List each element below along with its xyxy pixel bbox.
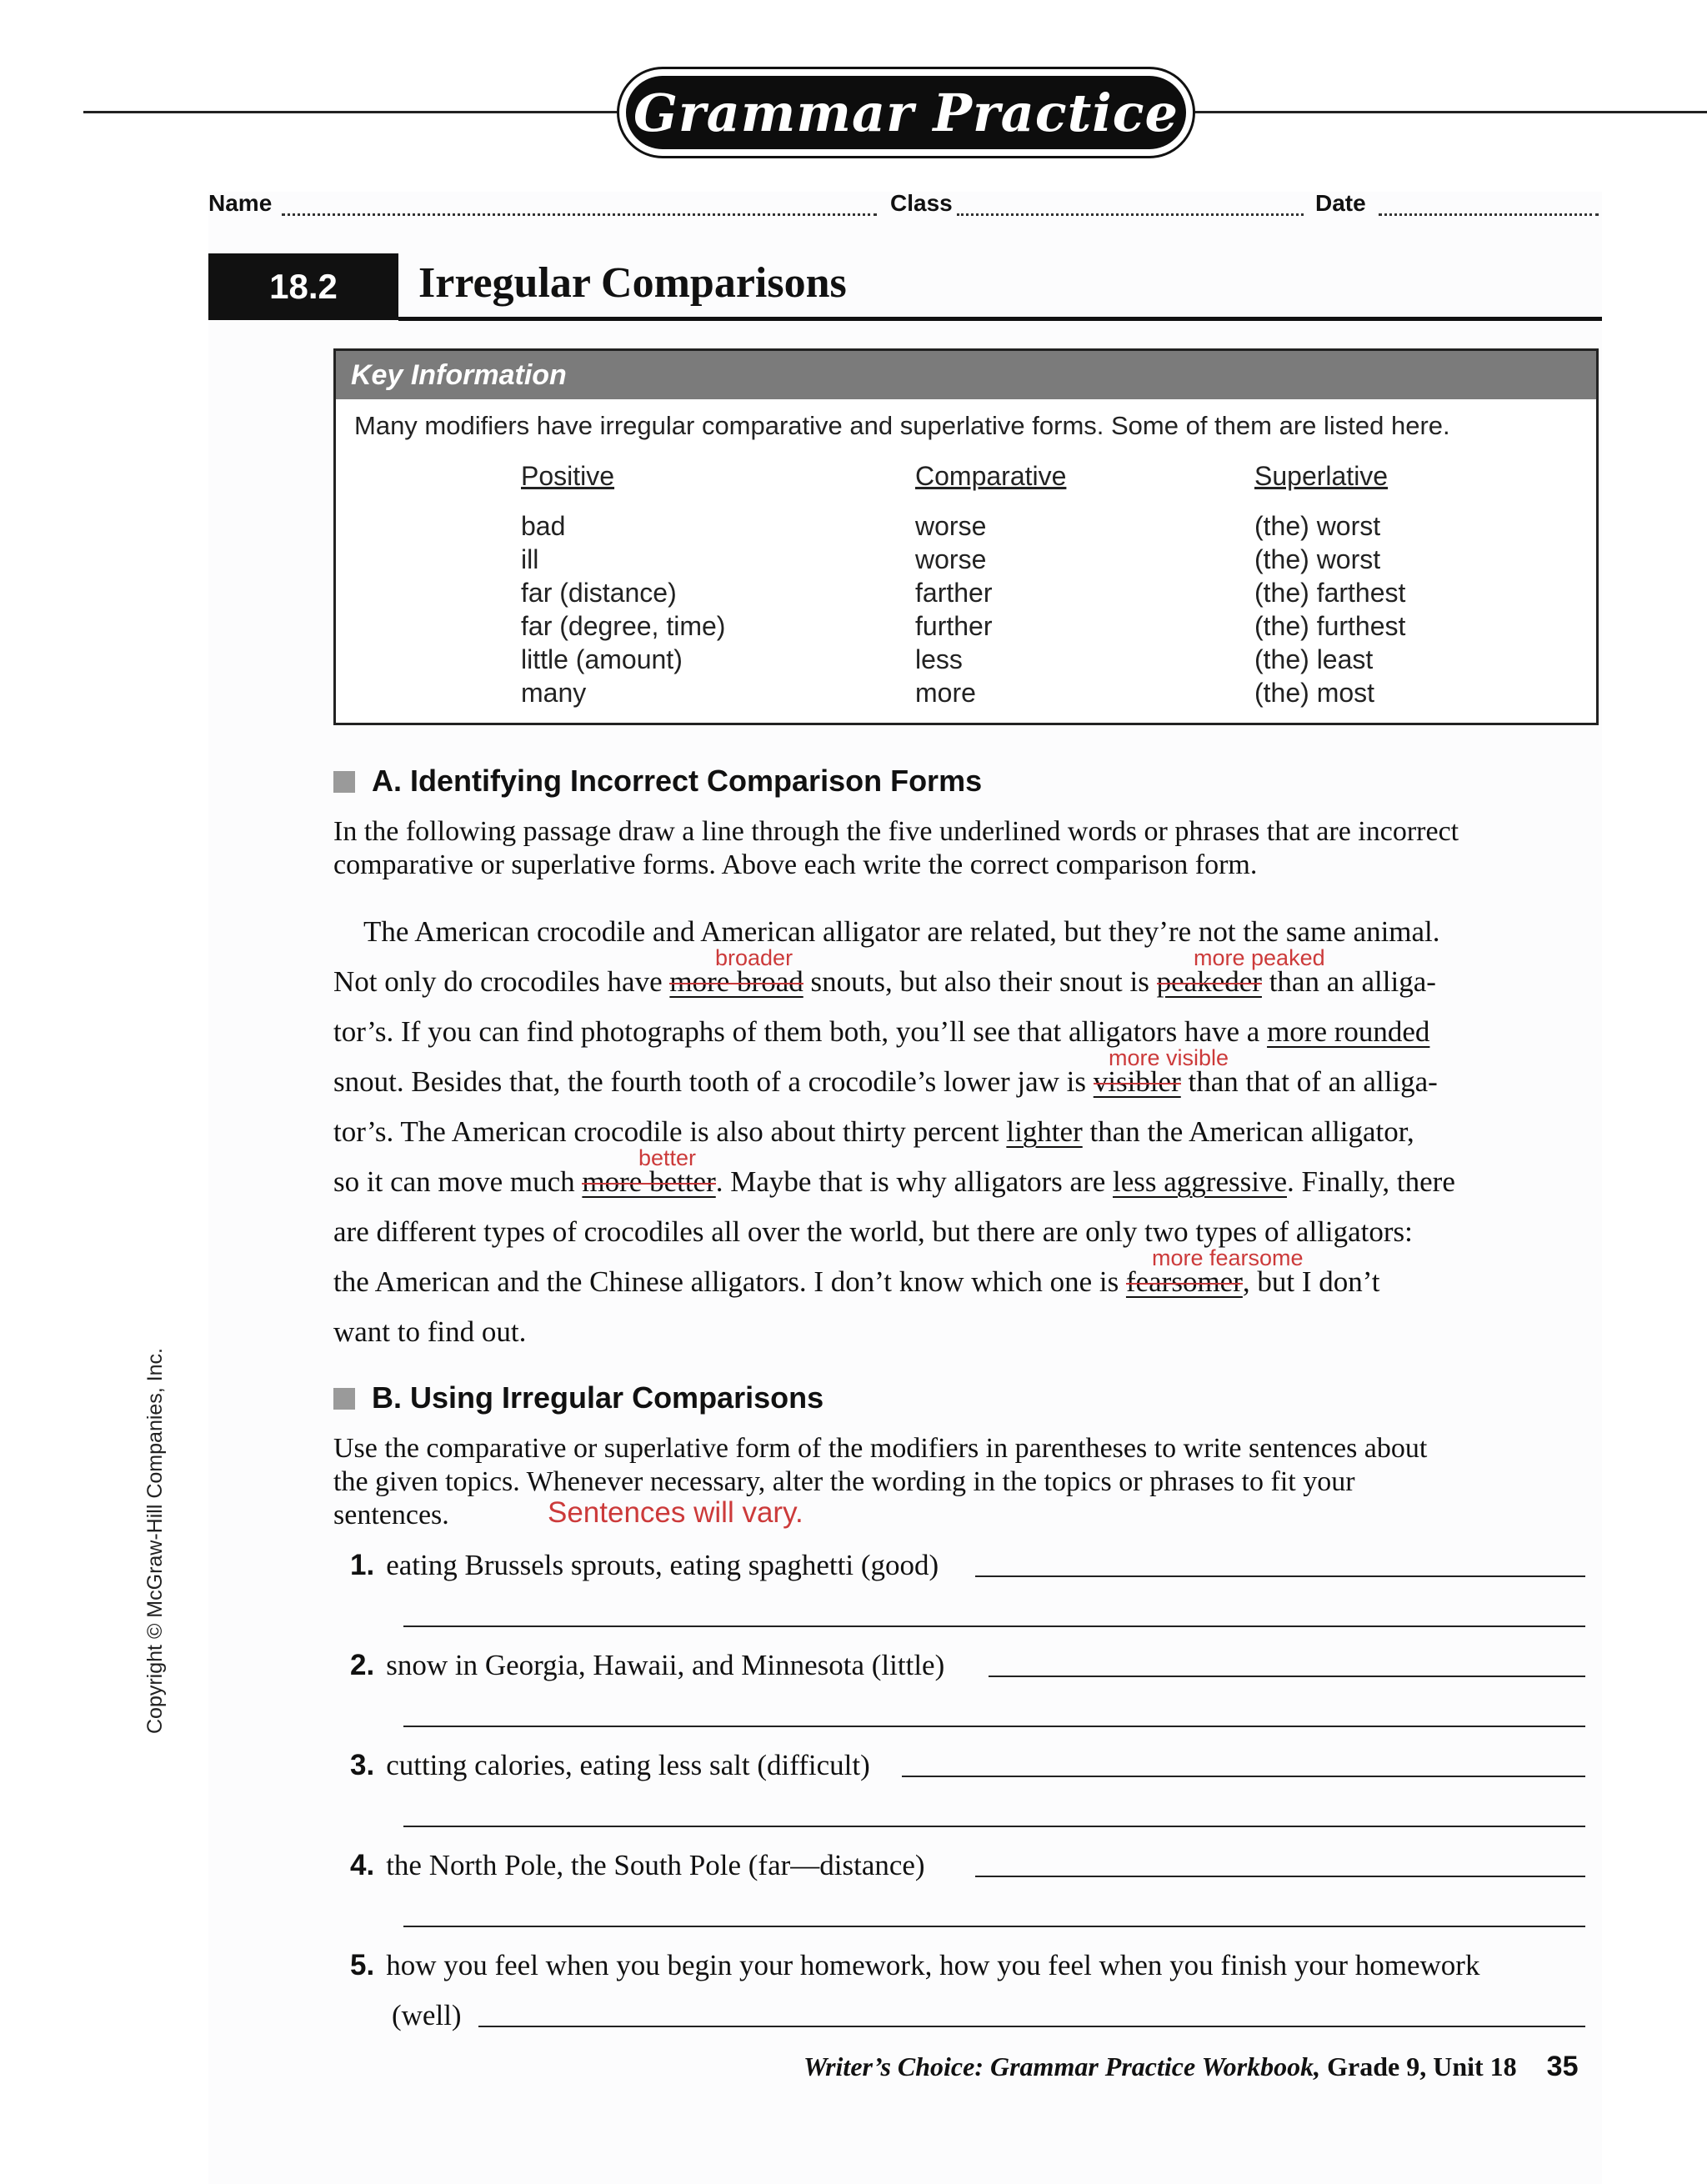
answer-line[interactable] [403, 1726, 1585, 1727]
passage-line [333, 1115, 1414, 1149]
underlined-phrase: more rounded [1267, 1015, 1430, 1048]
passage-text: . Finally, there [1287, 1165, 1455, 1198]
answer-line[interactable] [403, 1625, 1585, 1627]
struck-phrase: more better [582, 1165, 716, 1198]
correction-note: more peaked [1194, 945, 1325, 970]
passage-line [363, 915, 1440, 949]
book-title: Writer’s Choice: Grammar Practice Workbook, [803, 2051, 1321, 2081]
comparative-cell: more [915, 678, 976, 708]
part-b-instructions: Use the comparative or superlative form of the modifiers in parentheses to write sentences about the given topics. Whenever necessary, alter the wording in the topics or phrases to fit your sentences. [333, 1433, 1428, 1530]
passage-text: than an alliga- [1261, 965, 1436, 998]
positive-cell: far (degree, time) [521, 611, 726, 641]
date-label: Date [1315, 190, 1366, 216]
item-text: the North Pole, the South Pole (far—distance) [386, 1849, 925, 1881]
passage-text: tor’s. If you can find photographs of them both, you’ll see that alligators have a [333, 1015, 1268, 1048]
key-information-intro: Many modifiers have irregular comparative and superlative forms. Some of them are listed here. [354, 411, 1450, 440]
superlative-cell: (the) furthest [1254, 611, 1406, 641]
name-field[interactable] [282, 213, 877, 216]
copyright-notice: Copyright © McGraw-Hill Companies, Inc. [143, 1348, 167, 1734]
positive-column [521, 459, 725, 709]
positive-cell: bad [521, 511, 566, 541]
key-information-heading: Key Information [336, 351, 1596, 399]
passage-line [333, 1215, 1413, 1249]
comparative-cell: farther [915, 578, 993, 608]
answer-line[interactable] [902, 1776, 1585, 1777]
footer [803, 2051, 1579, 2083]
underlined-phrase: lighter [1006, 1115, 1083, 1148]
comparative-cell: further [915, 611, 993, 641]
class-label: Class [890, 190, 953, 216]
underlined-phrase: less aggressive [1113, 1165, 1287, 1198]
exercise-item [350, 1749, 870, 1782]
superlative-cell: (the) farthest [1254, 578, 1406, 608]
passage-line [333, 1015, 1429, 1049]
section-number: 18.2 [208, 253, 398, 320]
passage-text: than that of an alliga- [1180, 1065, 1438, 1098]
passage-text: the American and the Chinese alligators. I don’t know which one is [333, 1265, 1126, 1298]
passage-line [333, 1165, 1455, 1199]
item-text: snow in Georgia, Hawaii, and Minnesota (little) [386, 1649, 945, 1681]
superlative-cell: (the) least [1254, 644, 1374, 674]
square-bullet-icon [333, 771, 355, 793]
comparative-cell: less [915, 644, 963, 674]
passage-text: tor’s. The American crocodile is also about thirty percent [333, 1115, 1007, 1148]
superlative-cell: (the) worst [1254, 511, 1381, 541]
exercise-item [350, 1649, 944, 1682]
name-label: Name [208, 190, 273, 216]
title-banner [617, 67, 1195, 158]
banner-title: Grammar Practice [626, 76, 1186, 149]
passage-text: are different types of crocodiles all over the world, but there are only two types of alligators: [333, 1215, 1413, 1248]
item-number: 5. [350, 1949, 375, 1981]
part-a-heading-text: A. Identifying Incorrect Comparison Forms [372, 764, 983, 798]
answer-line[interactable] [478, 2026, 1585, 2027]
answer-line[interactable] [403, 1926, 1585, 1927]
comparative-column [915, 459, 1066, 709]
passage-line [333, 1315, 526, 1349]
struck-phrase: fearsomer [1125, 1265, 1243, 1298]
comparative-cell: worse [915, 511, 987, 541]
passage-text: The American crocodile and American alligator are related, but they’re not the same animal. [363, 915, 1440, 948]
answer-line[interactable] [403, 1826, 1585, 1827]
passage-text: than the American alligator, [1082, 1115, 1414, 1148]
grade-unit: Grade 9, Unit 18 [1327, 2051, 1517, 2081]
passage-text: want to find out. [333, 1315, 527, 1348]
struck-phrase: peakeder [1156, 965, 1262, 998]
positive-cell: far (distance) [521, 578, 677, 608]
square-bullet-icon [333, 1388, 355, 1410]
passage-text: . Maybe that is why alligators are [715, 1165, 1114, 1198]
positive-cell: little (amount) [521, 644, 683, 674]
answer-line[interactable] [975, 1575, 1585, 1577]
item-number: 4. [350, 1849, 375, 1881]
passage-text: , but I don’t [1242, 1265, 1380, 1298]
exercise-item [350, 1849, 925, 1882]
exercise-item [350, 1549, 939, 1582]
struck-phrase: more broad [669, 965, 803, 998]
answer-line[interactable] [975, 1876, 1585, 1877]
answer-note: Sentences will vary. [548, 1496, 803, 1529]
passage-text: so it can move much [333, 1165, 583, 1198]
correction-note: more visible [1109, 1045, 1229, 1070]
page-number: 35 [1546, 2051, 1579, 2082]
part-a-heading [333, 764, 982, 799]
item-number: 1. [350, 1549, 375, 1581]
superlative-header: Superlative [1254, 461, 1389, 491]
positive-cell: ill [521, 544, 539, 574]
superlative-column [1254, 459, 1405, 709]
item-text: eating Brussels sprouts, eating spaghetti (good) [386, 1549, 939, 1581]
exercise-item [350, 1949, 1479, 1982]
passage-text: snouts, but also their snout is [803, 965, 1157, 998]
correction-note: better [638, 1145, 697, 1170]
passage-line [333, 1065, 1438, 1099]
struck-phrase: visibler [1093, 1065, 1181, 1098]
part-a-instructions: In the following passage draw a line through the five underlined words or phrases that are incorrect comparative or superlative forms. Above each write the correct comparison form. [333, 816, 1459, 880]
passage-text: Not only do crocodiles have [333, 965, 670, 998]
item-text: (well) [392, 1999, 462, 2031]
comparative-header: Comparative [915, 461, 1067, 491]
exercise-item-continued [392, 1999, 462, 2032]
positive-cell: many [521, 678, 587, 708]
section-rule [398, 317, 1602, 321]
part-b-heading [333, 1380, 823, 1415]
item-text: how you feel when you begin your homework, how you feel when you finish your homework [386, 1949, 1480, 1981]
part-b-heading-text: B. Using Irregular Comparisons [372, 1380, 824, 1415]
key-information-box [333, 348, 1599, 725]
item-text: cutting calories, eating less salt (difficult) [386, 1749, 870, 1781]
correction-note: more fearsome [1152, 1245, 1304, 1270]
comparative-cell: worse [915, 544, 987, 574]
passage-text: snout. Besides that, the fourth tooth of a crocodile’s lower jaw is [333, 1065, 1094, 1098]
superlative-cell: (the) most [1254, 678, 1375, 708]
date-field[interactable] [1379, 213, 1599, 216]
header-rule-left [83, 111, 621, 113]
superlative-cell: (the) worst [1254, 544, 1381, 574]
section-title: Irregular Comparisons [418, 259, 847, 307]
item-number: 3. [350, 1749, 375, 1781]
item-number: 2. [350, 1649, 375, 1681]
header-rule-right [1192, 111, 1707, 113]
correction-note: broader [715, 945, 793, 970]
positive-header: Positive [521, 461, 615, 491]
class-field[interactable] [957, 213, 1304, 216]
answer-line[interactable] [989, 1676, 1585, 1677]
